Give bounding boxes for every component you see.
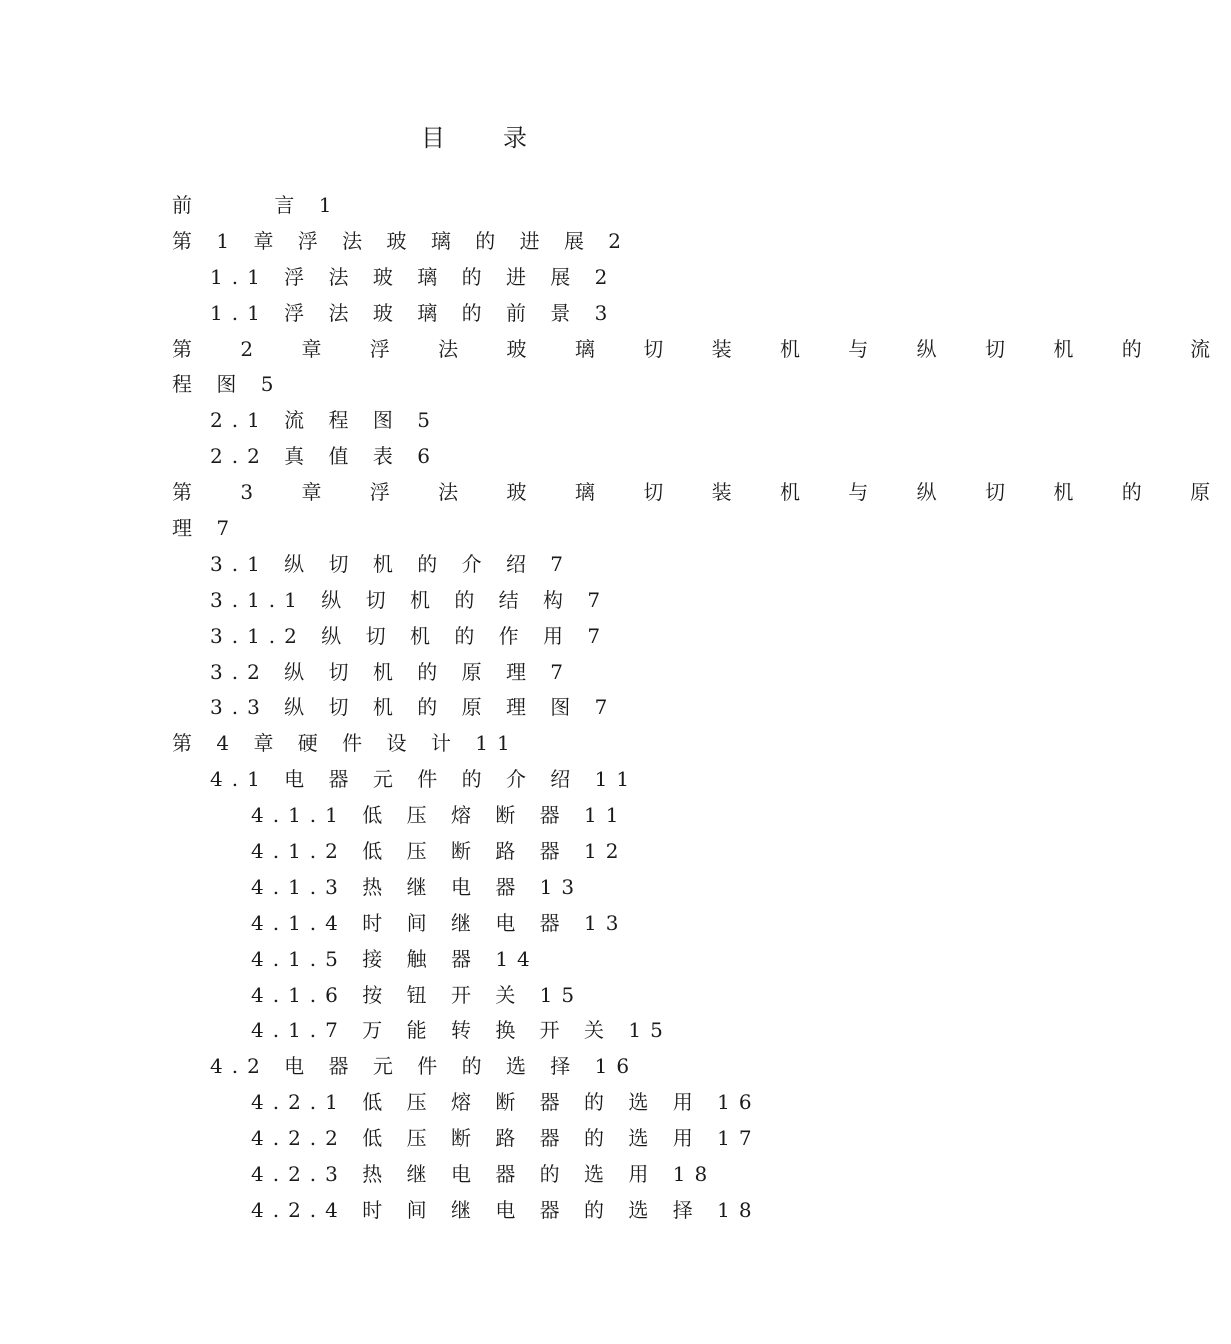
toc-entry[interactable]: 4.1.7 万 能 转 换 开 关 15: [251, 1018, 672, 1043]
toc-entry[interactable]: 4.1.3 热 继 电 器 13: [251, 874, 584, 899]
toc-entry[interactable]: 4.1.4 时 间 继 电 器 13: [251, 910, 628, 935]
toc-entry[interactable]: 第 2 章 浮 法 玻 璃 切 装 机 与 纵 切 机 的 流: [172, 336, 1231, 361]
title-char-right: 录: [503, 124, 529, 152]
toc-entry[interactable]: 4.2 电 器 元 件 的 选 择 16: [210, 1054, 639, 1079]
toc-entry[interactable]: 2.2 真 值 表 6: [210, 444, 439, 469]
toc-entry[interactable]: 4.1.5 接 触 器 14: [251, 946, 539, 971]
toc-entry[interactable]: 3.3 纵 切 机 的 原 理 图 7: [210, 695, 617, 720]
toc-entry[interactable]: 4.2.1 低 压 熔 断 器 的 选 用 16: [251, 1090, 761, 1115]
toc-entry[interactable]: 4.1.6 按 钮 开 关 15: [251, 982, 584, 1007]
toc-entry[interactable]: 第 4 章 硬 件 设 计 11: [172, 731, 519, 756]
toc-entry[interactable]: 第 1 章 浮 法 玻 璃 的 进 展 2: [172, 228, 631, 253]
toc-entry[interactable]: 理 7: [172, 516, 239, 541]
toc-entry[interactable]: 第 3 章 浮 法 玻 璃 切 装 机 与 纵 切 机 的 原: [172, 480, 1231, 505]
toc-entry[interactable]: 程 图 5: [172, 372, 283, 397]
toc-entry[interactable]: 3.1.1 纵 切 机 的 结 构 7: [210, 587, 610, 612]
toc-entry[interactable]: 4.1.2 低 压 断 路 器 12: [251, 839, 628, 864]
toc-entry[interactable]: 4.2.4 时 间 继 电 器 的 选 择 18: [251, 1197, 761, 1222]
toc-entry[interactable]: 1.1 浮 法 玻 璃 的 前 景 3: [210, 300, 617, 325]
toc-entry[interactable]: 2.1 流 程 图 5: [210, 408, 439, 433]
table-of-contents: [172, 188, 1231, 1229]
toc-entry[interactable]: 4.1 电 器 元 件 的 介 绍 11: [210, 767, 639, 792]
toc-entry[interactable]: 4.2.2 低 压 断 路 器 的 选 用 17: [251, 1126, 761, 1151]
page-title: [0, 118, 950, 153]
toc-entry[interactable]: 1.1 浮 法 玻 璃 的 进 展 2: [210, 264, 617, 289]
toc-entry[interactable]: 3.1 纵 切 机 的 介 绍 7: [210, 551, 573, 576]
title-char-left: 目: [421, 124, 447, 152]
toc-entry[interactable]: 前 言 1: [172, 193, 341, 217]
toc-entry[interactable]: 3.1.2 纵 切 机 的 作 用 7: [210, 623, 610, 648]
toc-entry[interactable]: 4.1.1 低 压 熔 断 器 11: [251, 803, 628, 828]
toc-entry[interactable]: 4.2.3 热 继 电 器 的 选 用 18: [251, 1162, 717, 1187]
toc-entry[interactable]: 3.2 纵 切 机 的 原 理 7: [210, 659, 573, 684]
